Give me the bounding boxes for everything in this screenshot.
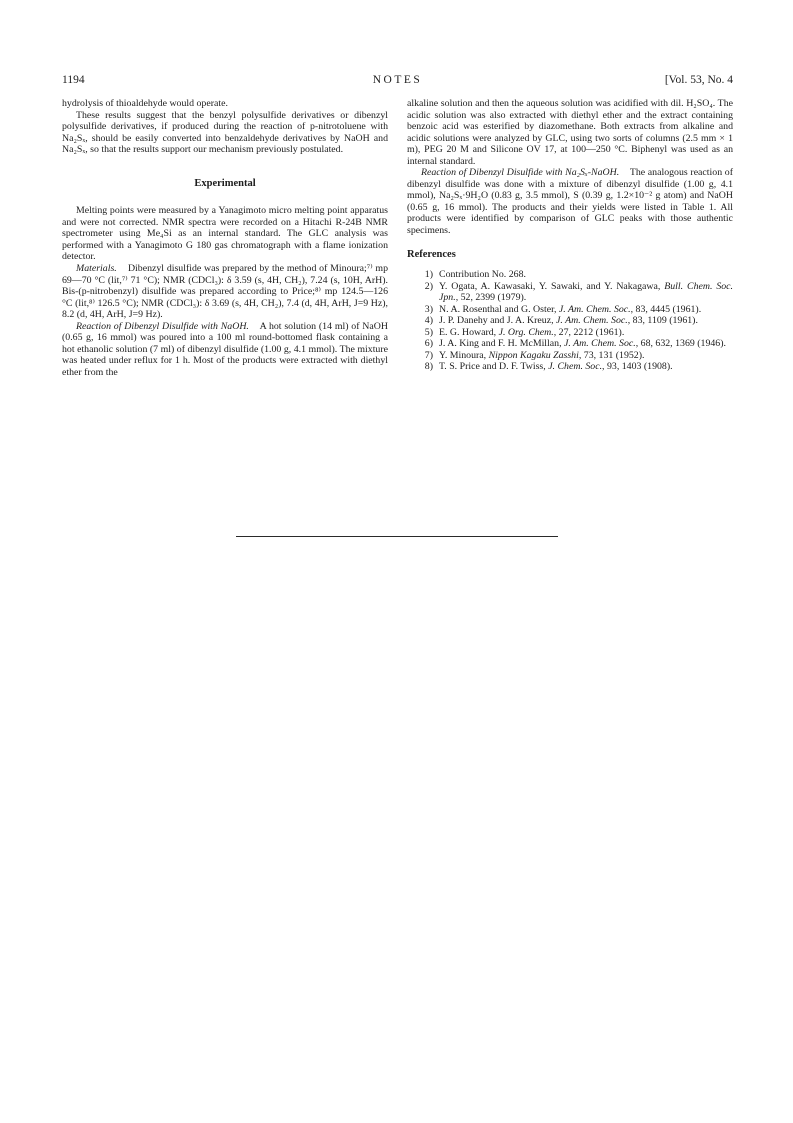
paragraph-materials <box>62 263 388 321</box>
reference-item: 6) J. A. King and F. H. McMillan, J. Am. Chem. Soc., 68, 632, 1369 (1946). <box>424 338 726 350</box>
reference-item: 5) E. G. Howard, J. Org. Chem., 27, 2212 (1961). <box>424 326 625 338</box>
run-in-heading: Reaction of Dibenzyl Disulfide with Na₂Sₓ-NaOH. <box>421 167 620 179</box>
paragraph-text: The analogous reaction of dibenzyl disulfide was done with a mixture of dibenzyl disulfide (1.00 g, 4.1 mmol), Na₂Sₓ·9H₂O (0.83 g, 3.5 mmol), S (0.39 g, 1.2×10⁻² g atom) and NaOH (0.65 g, 16 mmol). The products and their yields were listed in Table 1. All products were identified by comparison of GLC peaks with those authentic specimens. <box>407 167 734 237</box>
left-column <box>62 98 388 378</box>
running-header <box>62 74 733 90</box>
end-rule <box>236 536 558 537</box>
reference-item: 2) Y. Ogata, A. Kawasaki, Y. Sawaki, and Y. Nakagawa, Bull. Chem. Soc. Jpn., 52, 2399 (1979). <box>424 280 734 304</box>
paragraph-text: Dibenzyl disulfide was prepared by the method of Minoura;⁷⁾ mp 69—70 °C (lit,⁷⁾ 71 °C); NMR (CDCl₃): δ 3.59 (s, 4H, CH₂), 7.24 (s, 10H, ArH). Bis-(p-nitrobenzyl) disulfide was prepared according to Price;⁸⁾ mp 124.5—126 °C (lit,⁸⁾ 126.5 °C); NMR (CDCl₃): δ 3.69 (s, 4H, CH₂), 7.4 (d, 4H, ArH, J=9 Hz), 8.2 (d, 4H, ArH, J=9 Hz). <box>62 263 389 321</box>
paragraph-reaction <box>62 321 388 379</box>
reference-item: 7) Y. Minoura, Nippon Kagaku Zasshi, 73, 131 (1952). <box>424 349 645 361</box>
run-in-heading: Reaction of Dibenzyl Disulfide with NaOH. <box>76 320 249 332</box>
reference-item: 4) J. P. Danehy and J. A. Kreuz, J. Am. Chem. Soc., 83, 1109 (1961). <box>424 315 698 327</box>
paragraph-reaction-nasx <box>407 167 733 236</box>
reference-item: 3) N. A. Rosenthal and G. Oster, J. Am. Chem. Soc., 83, 4445 (1961). <box>424 303 702 315</box>
section-heading-experimental: Experimental <box>194 177 256 189</box>
volume-info: [Vol. 53, No. 4 <box>664 74 733 86</box>
paragraph: These results suggest that the benzyl polysulfide derivatives or dibenzyl polysulfide derivatives, if produced during the reaction of p-nitrotoluene with Na₂Sₓ, should be easily converted into benzaldehyde derivatives by NaOH and Na₂Sₓ, so that the results support our mechanism previously postulated. <box>62 109 388 156</box>
right-column <box>407 98 733 373</box>
run-in-heading: Materials. <box>76 263 117 275</box>
paragraph: hydrolysis of thioaldehyde would operate. <box>62 98 228 109</box>
reference-item: 8) T. S. Price and D. F. Twiss, J. Chem. Soc., 93, 1403 (1908). <box>424 361 673 373</box>
paragraph: Melting points were measured by a Yanagimoto micro melting point apparatus and were not corrected. NMR spectra were recorded on a Hitachi R-24B NMR spectrometer using Me₄Si as an internal standard. The GLC analysis was performed with a Yanagimoto G 180 gas chromatograph with a flame ionization detector. <box>62 205 388 263</box>
paragraph: alkaline solution and then the aqueous solution was acidified with dil. H₂SO₄. The acidic solution was also extracted with diethyl ether and the extract containing benzoic acid was esterified by diazomethane. Both extracts from alkaline and acidic solutions were analyzed by GLC, using two sorts of columns (2.5 mm × 1 m), PEG 20 M and Silicone OV 17, at 100—250 °C. Biphenyl was used as an internal standard. <box>407 98 733 167</box>
section-title: NOTES <box>372 74 423 86</box>
paragraph-text: A hot solution (14 ml) of NaOH (0.65 g, 16 mmol) was poured into a 100 ml round-bottomed flask containing a hot ethanolic solution (7 ml) of dibenzyl disulfide (1.00 g, 4.1 mmol). The mixture was heated under reflux for 1 h. Most of the products were extracted with diethyl ether from the <box>62 320 388 378</box>
references-heading: References <box>407 248 456 260</box>
reference-item: 1) Contribution No. 268. <box>424 269 526 281</box>
page-number: 1194 <box>62 74 85 86</box>
